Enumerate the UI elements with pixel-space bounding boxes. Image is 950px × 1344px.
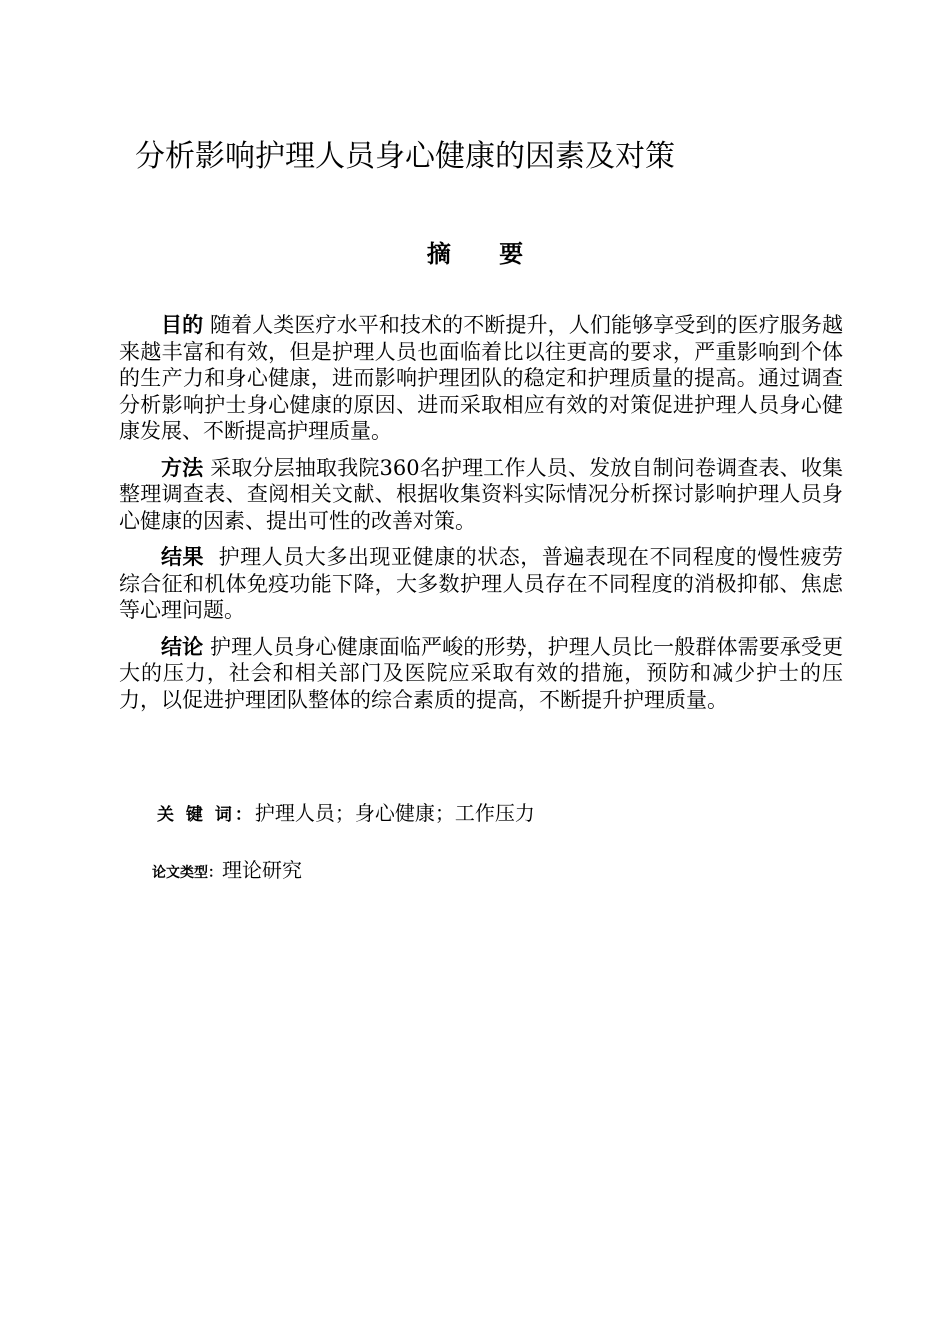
keywords-label: 关 键 词： (157, 805, 255, 825)
paper-type-label: 论文类型： (152, 865, 222, 881)
section-text: 护理人员身心健康面临严峻的形势，护理人员比一般群体需要承受更大的压力，社会和相关部门及医院应采取有效的措施，预防和减少护士的压力，以促进护理团队整体的综合素质的提高，不断提升护理质量。 (119, 634, 843, 712)
abstract-section-objective (119, 312, 843, 445)
abstract-heading: 摘 要 (426, 240, 544, 268)
abstract-section-result (119, 544, 843, 624)
keywords-line (157, 800, 535, 828)
section-label: 目的 (161, 313, 204, 337)
section-text: 采取分层抽取我院360名护理工作人员、发放自制问卷调查表、收集整理调查表、查阅相关文献、根据收集资料实际情况分析探讨影响护理人员身心健康的因素、提出可性的改善对策。 (119, 455, 843, 533)
section-text: 随着人类医疗水平和技术的不断提升，人们能够享受到的医疗服务越来越丰富和有效，但是护理人员也面临着比以往更高的要求，严重影响到个体的生产力和身心健康，进而影响护理团队的稳定和护理质量的提高。通过调查分析影响护士身心健康的原因、进而采取相应有效的对策促进护理人员身心健康发展、不断提高护理质量。 (119, 313, 843, 443)
abstract-body (119, 312, 843, 723)
abstract-section-method (119, 455, 843, 535)
document-title: 分析影响护理人员身心健康的因素及对策 (135, 139, 675, 174)
keywords-value: 护理人员；身心健康；工作压力 (254, 801, 535, 825)
section-label: 方法 (161, 455, 204, 480)
paper-type-line (152, 857, 302, 886)
section-label: 结论 (161, 634, 204, 659)
section-text: 护理人员大多出现亚健康的状态，普遍表现在不同程度的慢性疲劳综合征和机体免疫功能下降，大多数护理人员存在不同程度的消极抑郁、焦虑等心理问题。 (119, 545, 843, 622)
paper-type-value: 理论研究 (222, 858, 302, 882)
section-label: 结果 (161, 545, 205, 569)
abstract-section-conclusion (119, 634, 843, 714)
